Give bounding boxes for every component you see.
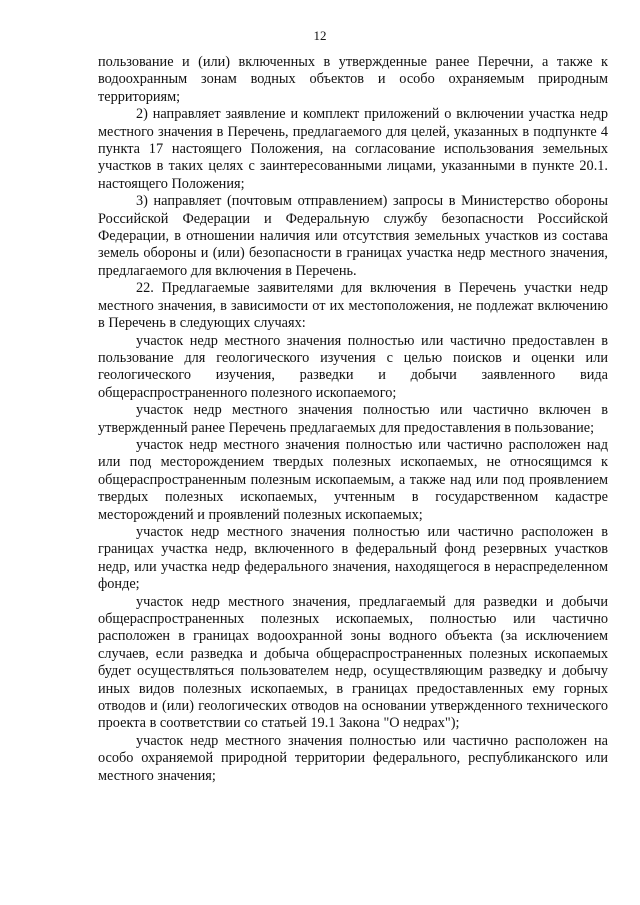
paragraph-case-2: участок недр местного значения полностью или частично включен в утвержденный ранее Перечень предлагаемых для предоставления в пользование; [98, 402, 608, 436]
document-body [98, 54, 608, 785]
paragraph-case-4: участок недр местного значения полностью или частично расположен в границах участка недр, включенного в федеральный фонд резервных участков недр, или участка недр федерального значения, находящегося в нераспределенном фонде; [98, 523, 608, 593]
paragraph-item-3: 3) направляет (почтовым отправлением) запросы в Министерство обороны Российской Федерации и Федеральную службу безопасности Российской Федерации, в отношении наличия или отсутствия земельных участков из состава земель обороны и (или) безопасности в границах участка недр местного значения, предлагаемого для включения в Перечень. [98, 193, 608, 279]
paragraph-case-1: участок недр местного значения полностью или частично предоставлен в пользование для геологического изучения с целью поисков и оценки или геологического изучения, разведки и добычи заявленного вида общераспространенного полезного ископаемого; [98, 332, 608, 401]
paragraph-item-2: 2) направляет заявление и комплект приложений о включении участка недр местного значения в Перечень, предлагаемого для целей, указанных в подпункте 4 пункта 17 настоящего Положения, на согласование использования земельных участков в таких целях с заинтересованными лицами, указанными в пункте 20.1. настоящего Положения; [98, 106, 608, 192]
paragraph-case-6: участок недр местного значения полностью или частично расположен на особо охраняемой природной территории федерального, республиканского или местного значения; [98, 732, 608, 784]
paragraph-case-5: участок недр местного значения, предлагаемый для разведки и добычи общераспространенных полезных ископаемых, полностью или частично расположен в границах водоохранной зоны водного объекта (за исключением случаев, если разведка и добыча общераспространенных полезных ископаемых будет осуществляться пользователем недр, осуществляющим разведку и добычу иных видов полезных ископаемых, в границах предоставленных ему горных отводов и (или) геологических отводов на основании утвержденного технического проекта в соответствии со статьей 19.1 Закона "О недрах"); [98, 593, 608, 732]
paragraph-case-3: участок недр местного значения полностью или частично расположен над или под месторождением твердых полезных ископаемых, не относящимся к общераспространенным полезным ископаемым, а также над или под проявлением твердых полезных ископаемых, учтенным в государственном кадастре месторождений и проявлений полезных ископаемых; [98, 436, 608, 523]
page-number: 12 [313, 28, 327, 43]
paragraph-clause-22: 22. Предлагаемые заявителями для включения в Перечень участки недр местного значения, в зависимости от их местоположения, не подлежат включению в Перечень в следующих случаях: [98, 280, 608, 332]
paragraph-continuation: пользование и (или) включенных в утвержденные ранее Перечни, а также к водоохранным зонам водных объектов и особо охраняемым природным территориям; [98, 54, 608, 105]
